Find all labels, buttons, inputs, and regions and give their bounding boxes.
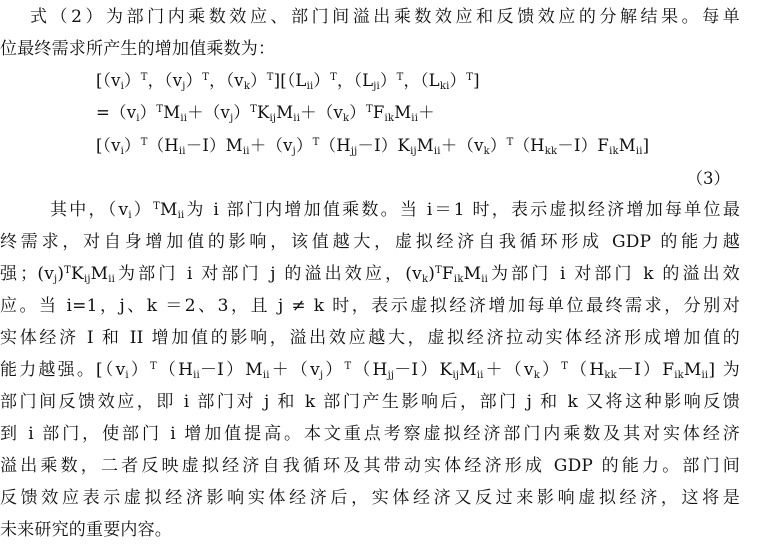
main-line-11: 未来研究的重要内容。 [0,520,172,540]
equation-row-2: $=(v_i)^TM_{ii}+(v_j)^TK_{ij}M_{ii}+(v_k)^TF_{ik}M_{ii}+$ [96,103,435,124]
main-line-9: 溢出乘数，二者反映虚拟经济自我循环及其带动实体经济形成 GDP 的能力。部门间 [0,456,740,476]
equation-row-3: $[(v_i)^T(H_{ii}-I)M_{ii}+(v_j)^T(H_{jj}-I)K_{ij}M_{ii}+(v_k)^T(H_{kk}-I)F_{ik}M_{ii}]$ [96,136,650,157]
main-line-1: 其中，$(v_i)^TM_{ii}$为 i 部门内增加值乘数。当 i＝1 时，表示虚拟经济增加每单位最 [50,200,741,221]
main-line-3: 强；$(v_j)^TK_{ij}M_{ii}$为部门 i 对部门 j 的溢出效应，$(v_k)^TF_{ik}M_{ii}$为部门 i 对部门 k 的溢出效 [0,264,740,285]
main-line-7: 部门间反馈效应，即 i 部门对 j 和 k 部门产生影响后，部门 j 和 k 又将这种影响反馈 [0,392,740,412]
main-line-4: 应。当 i=1，j、k ＝2、3，且 j ≠ k 时，表示虚拟经济增加每单位最终需求，分别对 [0,296,740,316]
equation-number: （3） [686,169,730,188]
main-line-6: 能力越强。$[(v_i)^T(H_{ii}-I)M_{ii}+(v_j)^T(H_{jj}-I)K_{ij}M_{ii}+(v_k)^T(H_{kk}-I)F_{ik}M_{ii}]$ 为 [0,360,740,381]
main-line-10: 反馈效应表示虚拟经济影响实体经济后，实体经济又反过来影响虚拟经济，这将是 [0,488,740,508]
main-line-2: 终需求，对自身增加值的影响，该值越大，虚拟经济自我循环形成 GDP 的能力越 [0,232,740,252]
intro-line-1: 式（2）为部门内乘数效应、部门间溢出乘数效应和反馈效应的分解结果。每单 [30,7,740,27]
main-line-5: 实体经济 I 和 II 增加值的影响，溢出效应越大，虚拟经济拉动实体经济形成增加值的 [0,328,740,348]
intro-line-2: 位最终需求所产生的增加值乘数为： [0,39,276,59]
main-line-8: 到 i 部门，使部门 i 增加值提高。本文重点考察虚拟经济部门内乘数及其对实体经济 [0,424,740,444]
equation-row-1: [$(v_i)^T$，$(v_j)^T$，$(v_k)^T][(L_{ii})^T$，$(L_{ji})^T$，$(L_{ki})^T$] [96,71,480,92]
